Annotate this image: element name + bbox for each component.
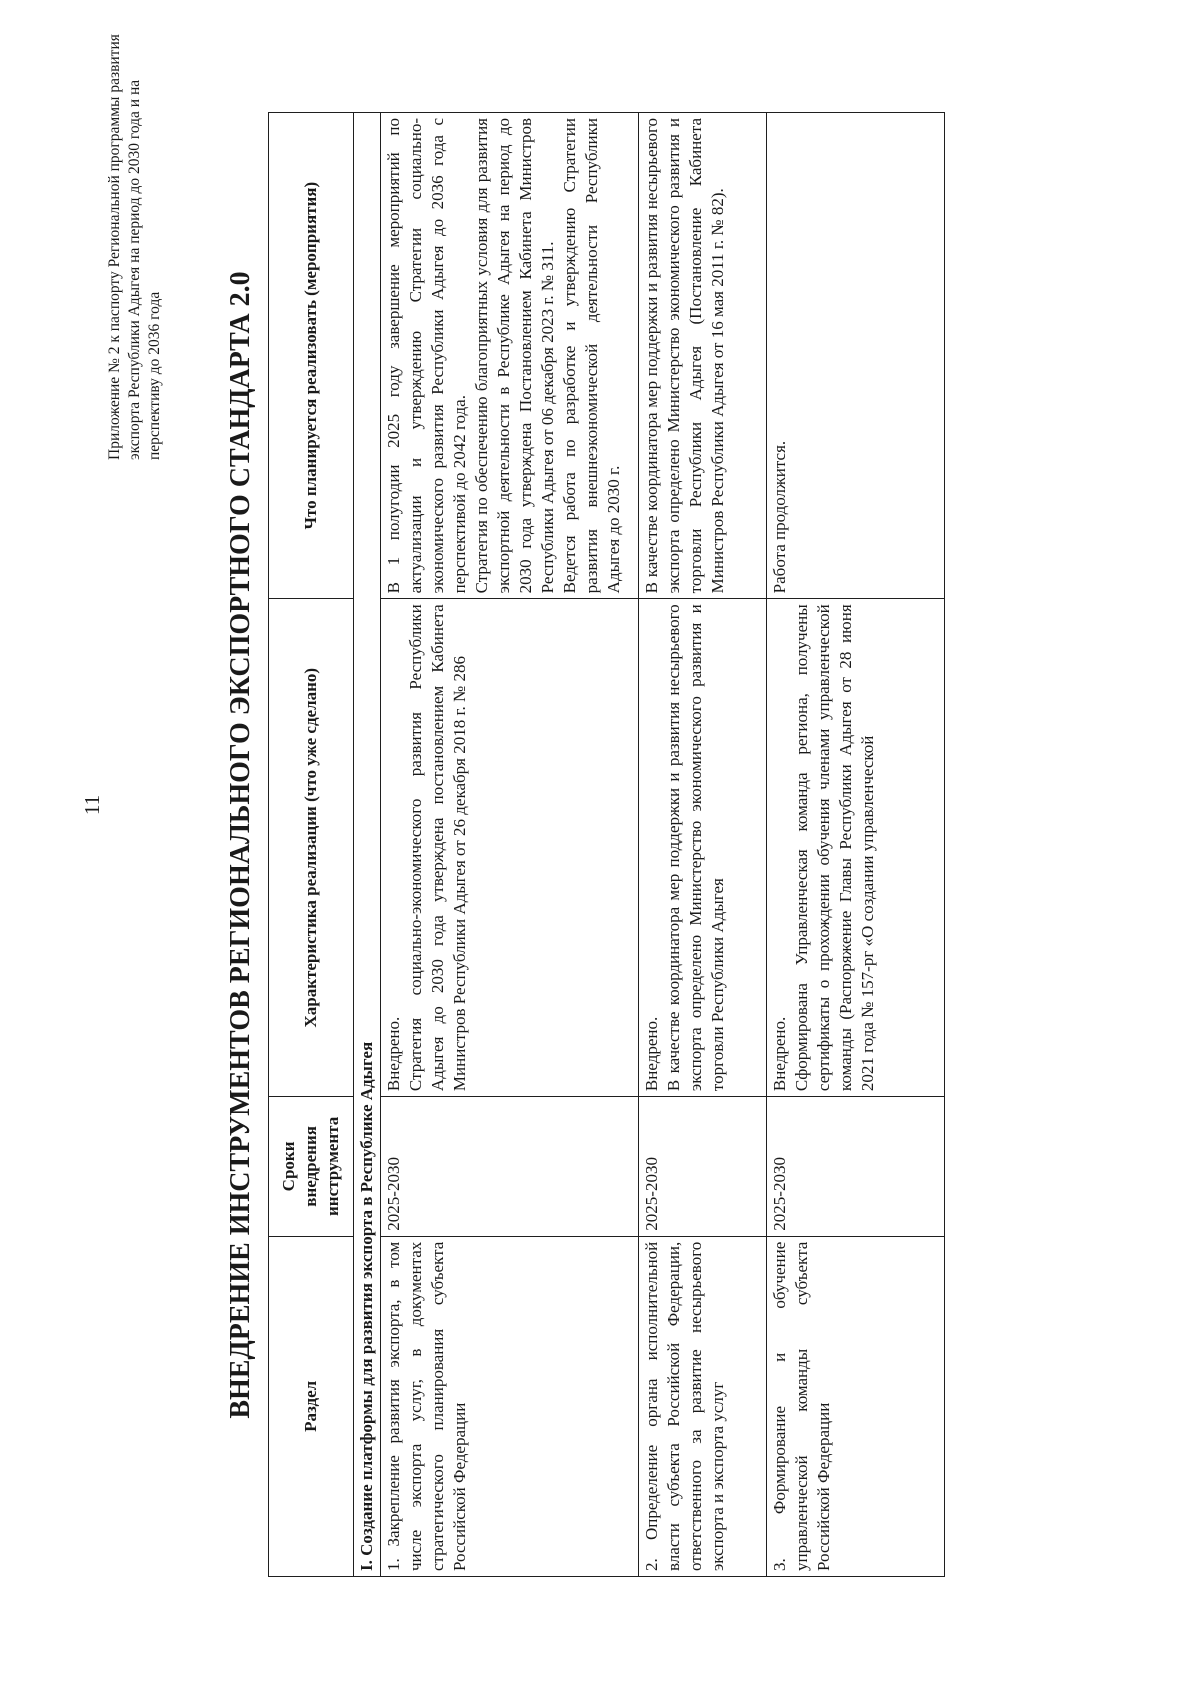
cell-text: В качестве координатора мер поддержки и развития несырьевого экспорта определено Министерство экономического развития и торговли Республики Адыгея (Постановление Кабинета Министров Республики Адыгея от 16 мая 2011 г. № 82). [642,118,727,594]
cell-plan [381,113,639,599]
cell-sroki: 2025-2030 [767,1097,945,1237]
page-number: 11 [80,794,104,816]
cell-text: Внедрено. [770,1016,789,1092]
cell-text: Сформирована Управленческая команда региона, получены сертификаты о прохождении обучения членами управленческой команды (Распоряжение Главы Республики Адыгея от 28 июня 2021 года № 157-рг «О создании управленческой [792,604,877,1092]
table-row [767,113,945,1577]
document-title: ВНЕДРЕНИЕ ИНСТРУМЕНТОВ РЕГИОНАЛЬНОГО ЭКСПОРТНОГО СТАНДАРТА 2.0 [225,271,256,1419]
cell-plan [767,113,945,599]
cell-characteristic [767,599,945,1097]
appendix-note: Приложение № 2 к паспорту Региональной программы развития экспорта Республики Адыгея на период до 2030 года и на перспективу до 2036 года [106,34,163,460]
table-header-row [269,113,354,1577]
cell-plan [639,113,767,599]
header-sroki: Сроки внедрения инструмента [269,1097,354,1237]
header-razdel: Раздел [269,1236,354,1576]
cell-text: Внедрено. [642,1016,661,1092]
export-standard-table [268,112,945,1577]
cell-razdel: 1. Закрепление развития экспорта, в том числе экспорта услуг, в документах стратегического планирования субъекта Российской Федерации [381,1236,639,1576]
cell-sroki: 2025-2030 [381,1097,639,1237]
cell-razdel: 2. Определение органа исполнительной власти субъекта Российской Федерации, ответственного за развитие несырьевого экспорта и экспорта услуг [639,1236,767,1576]
header-plan: Что планируется реализовать (мероприятия) [269,113,354,599]
cell-text: Стратегия по обеспечению благоприятных условия для развития экспортной деятельности в Республике Адыгея на период до 2030 года утверждена Постановлением Кабинета Министров Республики Адыгея от 06 декабря 2023 г. № 311. [472,118,557,594]
cell-razdel: 3. Формирование и обучение управленческой команды субъекта Российской Федерации [767,1236,945,1576]
table-row [381,113,639,1577]
cell-text: Работа продолжится. [770,440,789,594]
cell-text: В 1 полугодии 2025 году завершение мероприятий по актуализации и утверждению Стратегии социально-экономического развития Республики Адыгея до 2036 года с перспективой до 2042 года. [384,118,469,594]
section-row [354,113,381,1577]
cell-characteristic [639,599,767,1097]
table-row [639,113,767,1577]
cell-text: Ведется работа по разработке и утверждению Стратегии развития внешнеэкономической деятельности Республики Адыгея до 2030 г. [560,118,623,594]
section-title: I. Создание платформы для развития экспорта в Республике Адыгея [354,113,381,1577]
cell-text: Стратегия социально-экономического развития Республики Адыгея до 2030 года утверждена постановлением Кабинета Министров Республики Адыгея от 26 декабря 2018 г. № 286 [406,604,469,1092]
header-characteristic: Характеристика реализации (что уже сделано) [269,599,354,1097]
cell-sroki: 2025-2030 [639,1097,767,1237]
cell-text: В качестве координатора мер поддержки и развития несырьевого экспорта определено Министерство экономического развития и торговли Республики Адыгея [664,604,727,1092]
cell-text: Внедрено. [384,1016,403,1092]
cell-characteristic [381,599,639,1097]
